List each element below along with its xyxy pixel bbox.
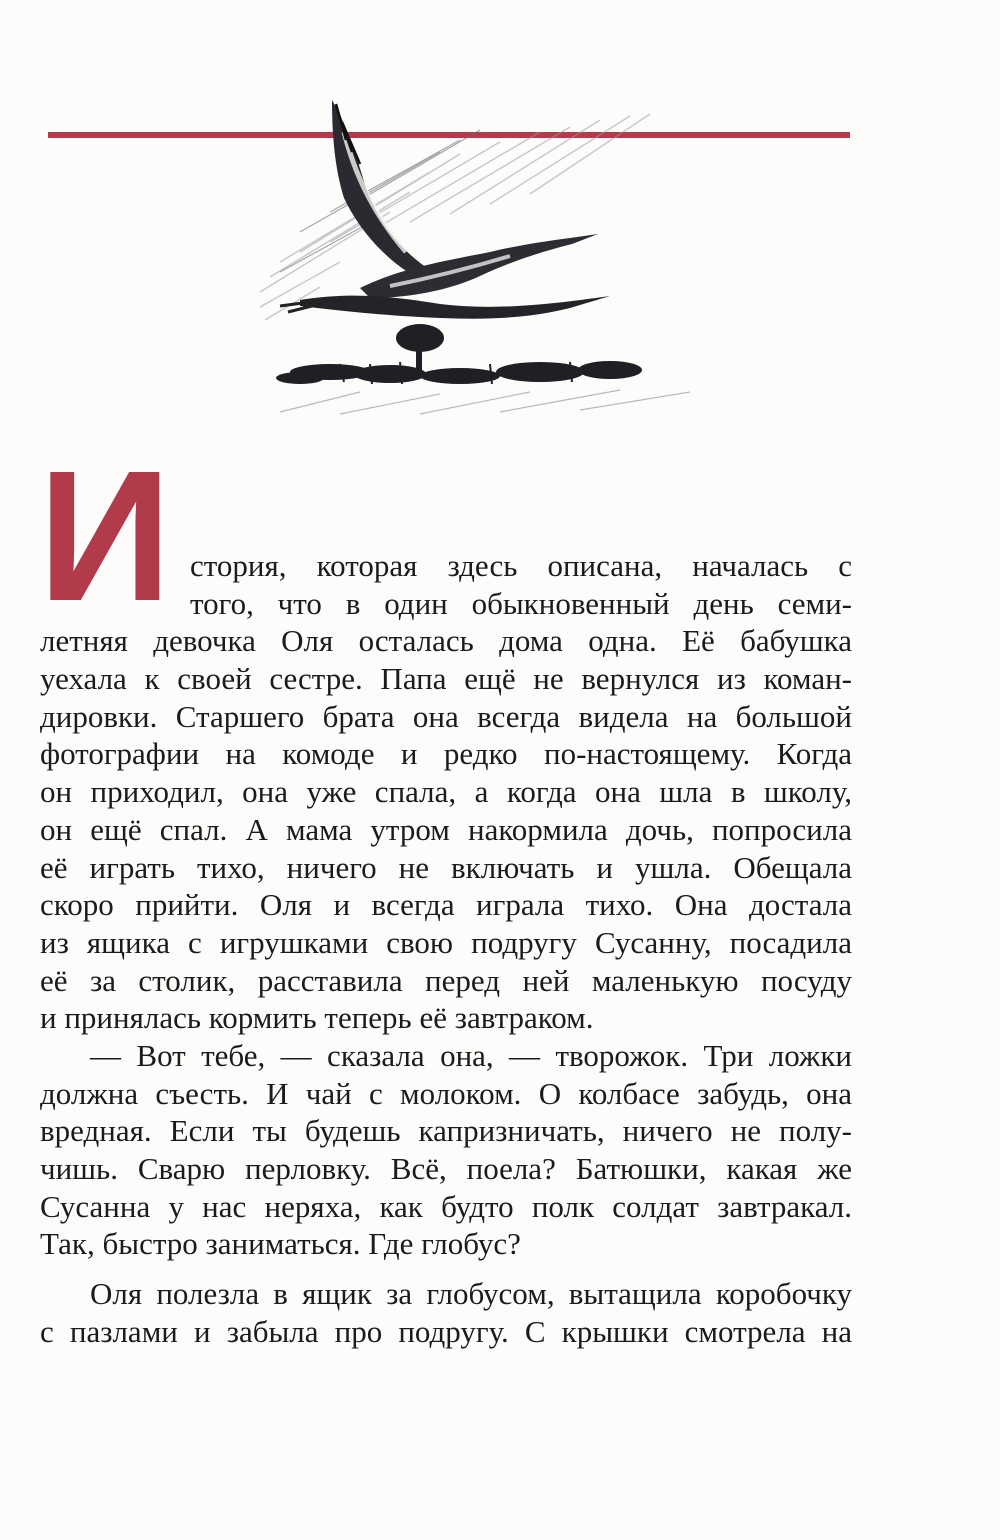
text-line: её играть тихо, ничего не включать и ушла. Обещала: [40, 849, 852, 885]
text-line: он приходил, она уже спала, а когда она шла в школу,: [40, 774, 852, 810]
text-line: фотографии на комоде и редко по-настоящему. Когда: [40, 736, 852, 772]
text-line: чишь. Сварю перловку. Всё, поела? Батюшки, какая же: [40, 1151, 852, 1186]
text-line: вредная. Если ты будешь капризничать, ничего не полу-: [40, 1113, 852, 1149]
text-line: с пазлами и забыла про подругу. С крышки смотрела на: [40, 1313, 852, 1349]
text-line: Сусанна у нас неряха, как будто полк солдат завтракал.: [40, 1188, 852, 1224]
drop-cap: И: [38, 433, 172, 640]
text-line: уехала к своей сестре. Папа ещё не вернулся из коман-: [40, 661, 852, 697]
text-line: скоро прийти. Оля и всегда играла тихо. Она достала: [40, 887, 852, 923]
flying-crane-icon: [240, 92, 720, 432]
text-line: и принялась кормить теперь её завтраком.: [40, 1000, 594, 1036]
paragraph-gap: [40, 1263, 852, 1275]
text-line: из ящика с игрушками свою подругу Сусанну, посадила: [40, 924, 852, 960]
text-line: стория, которая здесь описана, началась с: [190, 548, 852, 583]
text-line: Так, быстро заниматься. Где глобус?: [40, 1226, 521, 1262]
text-line: летняя девочка Оля осталась дома одна. Её бабушка: [40, 623, 852, 659]
text-line: — Вот тебе, — сказала она, — творожок. Три ложки: [90, 1037, 852, 1073]
text-line: должна съесть. И чай с молоком. О колбасе забудь, она: [40, 1075, 852, 1111]
story-text: [40, 547, 852, 1350]
text-line: Оля полезла в ящик за глобусом, вытащила коробочку: [90, 1276, 852, 1312]
text-line: дировки. Старшего брата она всегда видела на большой: [40, 698, 852, 734]
text-line: того, что в один обыкновенный день семи-: [190, 585, 852, 621]
text-line: её за столик, расставила перед ней маленькую посуду: [40, 962, 852, 998]
text-line: он ещё спал. А мама утром накормила дочь, попросила: [40, 811, 852, 847]
